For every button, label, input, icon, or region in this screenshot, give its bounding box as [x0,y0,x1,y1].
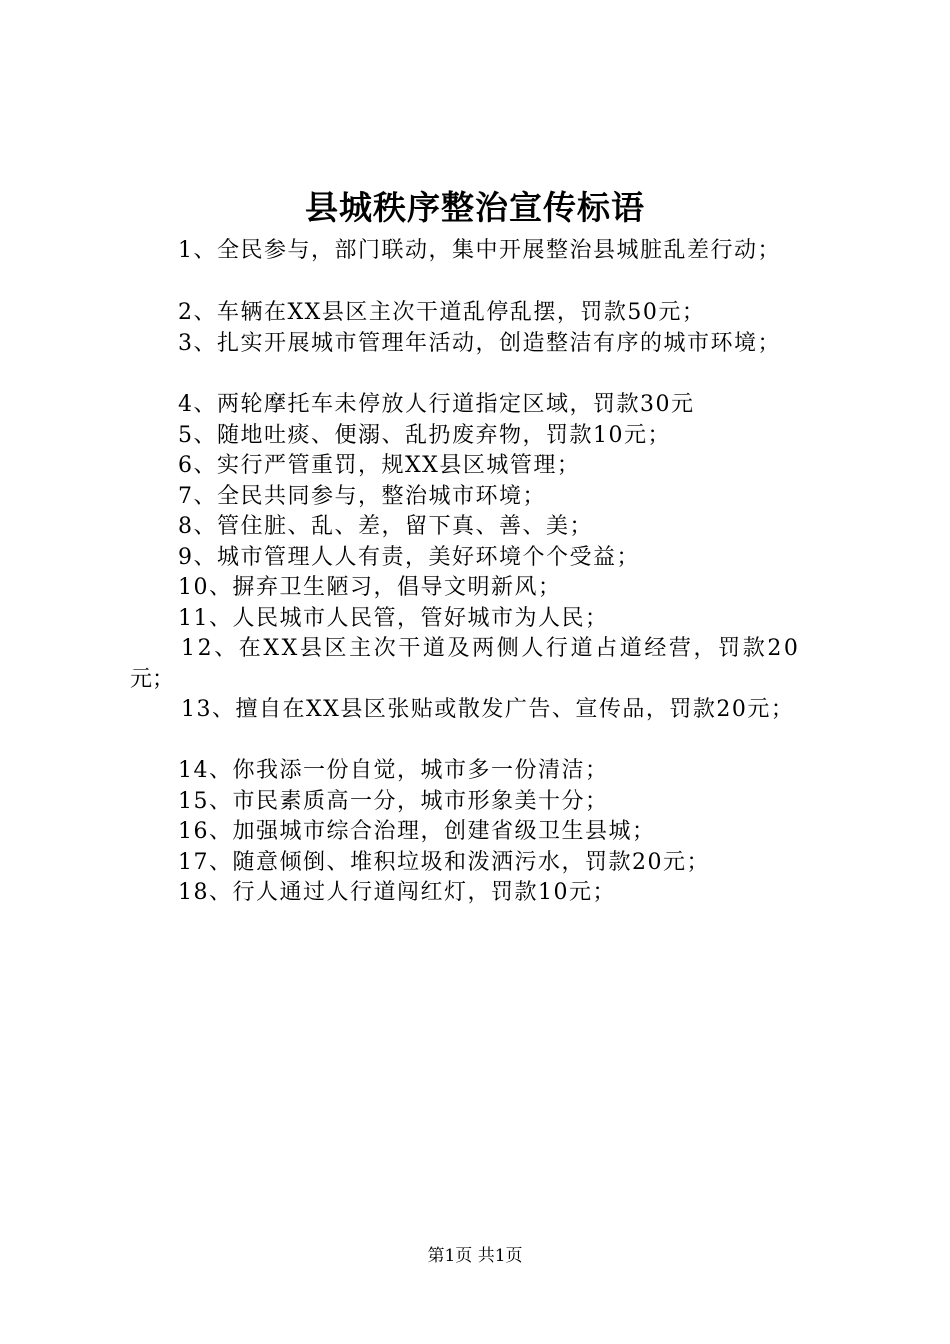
slogan-4: 4、两轮摩托车未停放人行道指定区域，罚款30元 [178,392,695,417]
slogan-18: 18、行人通过人行道闯红灯，罚款10元； [178,880,616,905]
page-footer: 第1页 共1页 [427,1246,523,1266]
slogan-15: 15、市民素质高一分，城市形象美十分； [178,789,609,814]
slogan-16: 16、加强城市综合治理，创建省级卫生县城； [178,819,656,844]
slogan-9: 9、城市管理人人有责，美好环境个个受益； [178,545,640,570]
slogan-17: 17、随意倾倒、堆积垃圾和泼洒污水，罚款20元； [178,850,710,875]
slogan-5: 5、随地吐痰、便溺、乱扔废弃物，罚款10元； [178,423,671,448]
slogan-13: 13、擅自在XX县区张贴或散发广告、宣传品，罚款20元； [181,697,795,722]
slogan-12-continuation: 元； [130,667,175,692]
slogan-12: 12、在XX县区主次干道及两侧人行道占道经营，罚款20 [181,636,801,661]
slogan-11: 11、人民城市人民管，管好城市为人民； [178,606,609,631]
slogan-8: 8、管住脏、乱、差，留下真、善、美； [178,514,593,539]
slogan-2: 2、车辆在XX县区主次干道乱停乱摆，罚款50元； [178,300,706,325]
slogan-7: 7、全民共同参与，整治城市环境； [178,484,546,509]
slogan-10: 10、摒弃卫生陋习，倡导文明新风； [178,575,562,600]
slogan-1: 1、全民参与，部门联动，集中开展整治县城脏乱差行动； [178,238,781,263]
document-title: 县城秩序整治宣传标语 [305,188,645,227]
slogan-6: 6、实行严管重罚，规XX县区城管理； [178,453,581,478]
slogan-3: 3、扎实开展城市管理年活动，创造整洁有序的城市环境； [178,331,781,356]
slogan-14: 14、你我添一份自觉，城市多一份清洁； [178,758,609,783]
